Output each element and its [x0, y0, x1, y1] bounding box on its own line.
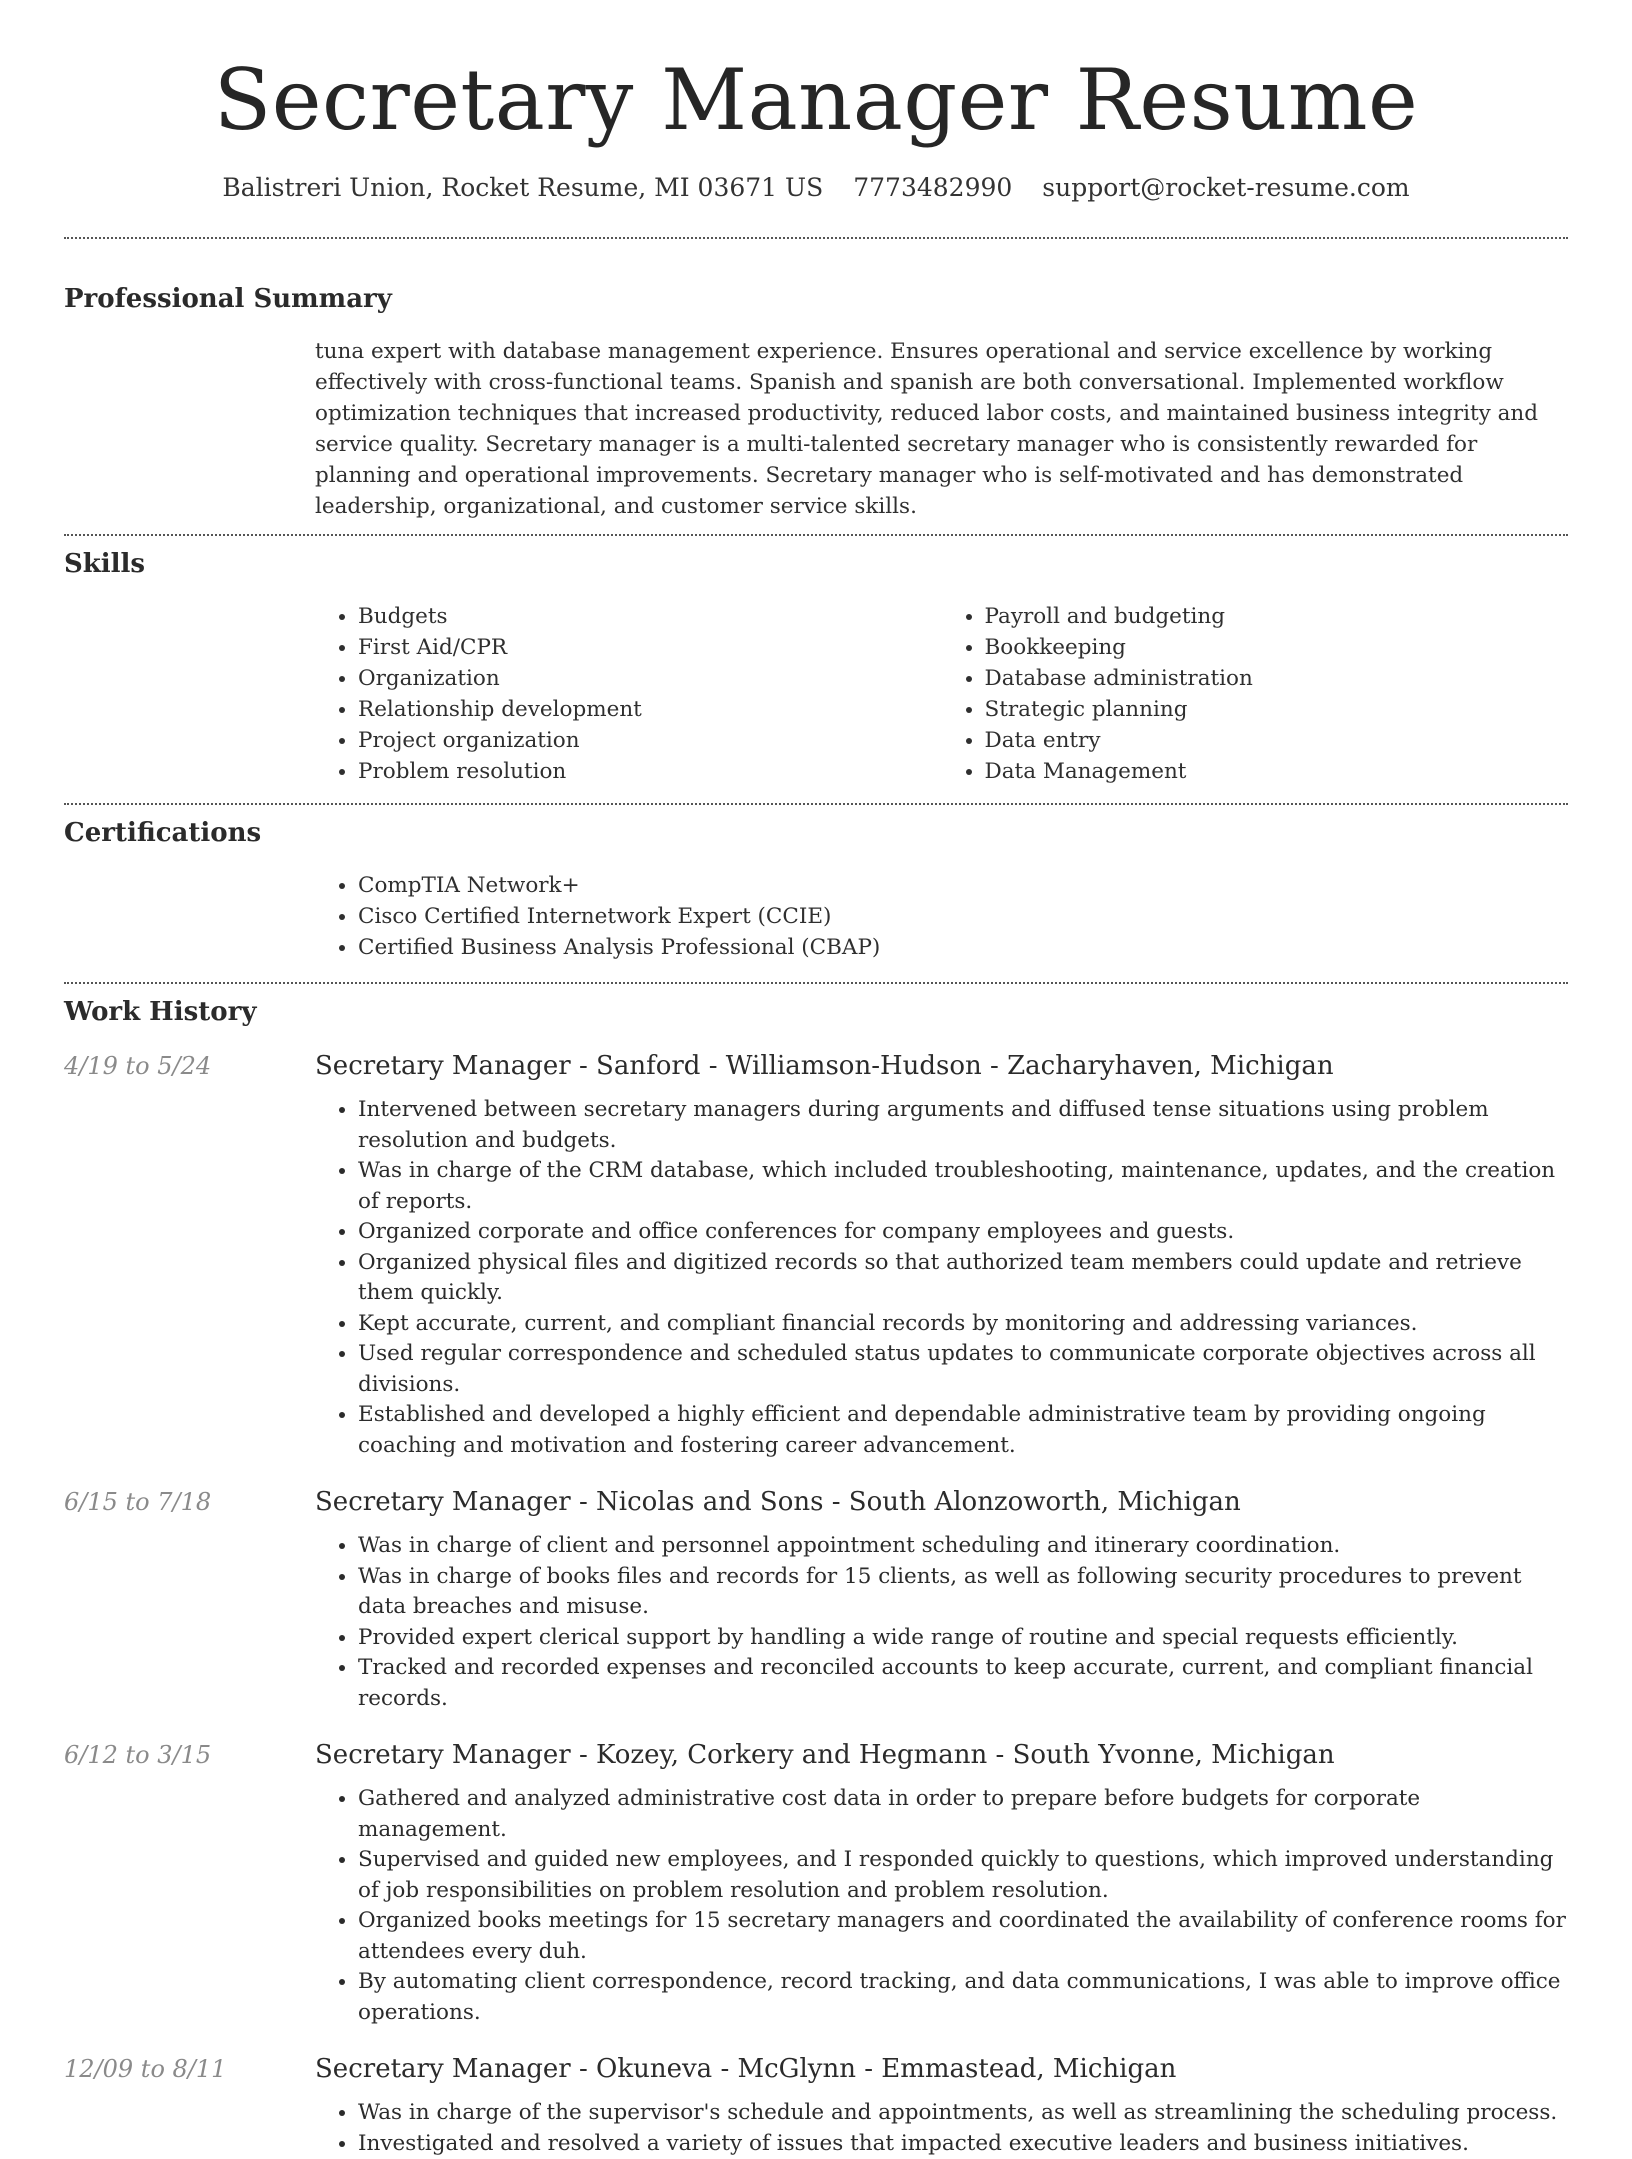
contact-line [64, 172, 1568, 204]
skill-item: • Database administration [985, 663, 1569, 694]
job-bullet: • Supervised and guided new employees, and I responded quickly to questions, which improved understanding of job responsibilities on problem resolution and problem resolution. [358, 1845, 1568, 1906]
summary-text: tuna expert with database management experience. Ensures operational and service excellence by working effectively with cross-functional teams. Spanish and spanish are both conversational. Implemented workflow optimization techniques that increased productivity, reduced labor costs, and maintained business integrity and service quality. Secretary manager is a multi-talented secretary manager who is consistently rewarded for planning and operational improvements. Secretary manager who is self-motivated and has demonstrated leadership, organizational, and customer service skills. [315, 336, 1568, 522]
skill-item: • Payroll and budgeting [985, 601, 1569, 632]
job-bullet: • By automating client correspondence, record tracking, and data communications, I was able to improve office operations. [358, 1967, 1568, 2028]
skill-item: • Problem resolution [358, 756, 942, 787]
job-bullet: • Organized physical files and digitized records so that authorized team members could update and retrieve them quickly. [358, 1248, 1568, 1309]
job-bullet: • Organized corporate and office conferences for company employees and guests. [358, 1217, 1568, 1248]
job-bullets [315, 1784, 1568, 2028]
divider [64, 982, 1568, 984]
contact-address: Balistreri Union, Rocket Resume, MI 03671 US [222, 173, 823, 202]
job-bullet: • Investigated and resolved a variety of issues that impacted executive leaders and business initiatives. [358, 2129, 1568, 2159]
certifications-body [315, 870, 1568, 963]
job-entry [64, 2052, 1568, 2159]
skill-item: • First Aid/CPR [358, 632, 942, 663]
job-dates: 12/09 to 8/11 [64, 2052, 315, 2159]
job-details [315, 2052, 1568, 2159]
job-bullet: • Used regular correspondence and scheduled status updates to communicate corporate objectives across all divisions. [358, 1339, 1568, 1400]
job-dates: 4/19 to 5/24 [64, 1049, 315, 1461]
skill-item: • Relationship development [358, 694, 942, 725]
job-dates: 6/15 to 7/18 [64, 1485, 315, 1714]
job-details [315, 1738, 1568, 2028]
job-bullet: • Was in charge of client and personnel appointment scheduling and itinerary coordination. [358, 1531, 1568, 1562]
job-entry [64, 1485, 1568, 1714]
skills-list-left [315, 601, 942, 787]
contact-phone: 7773482990 [853, 173, 1012, 202]
job-bullet: • Was in charge of the CRM database, which included troubleshooting, maintenance, updates, and the creation of reports. [358, 1156, 1568, 1217]
job-bullet: • Provided expert clerical support by handling a wide range of routine and special requests efficiently. [358, 1623, 1568, 1654]
skill-item: • Data Management [985, 756, 1569, 787]
job-details [315, 1485, 1568, 1714]
job-list [64, 1049, 1568, 2159]
skill-item: • Data entry [985, 725, 1569, 756]
job-bullet: • Organized books meetings for 15 secretary managers and coordinated the availability of conference rooms for attendees every duh. [358, 1906, 1568, 1967]
divider [64, 803, 1568, 805]
certification-item: • Certified Business Analysis Professional (CBAP) [358, 932, 1568, 963]
job-bullets [315, 1531, 1568, 1714]
job-bullets [315, 2098, 1568, 2159]
job-entry [64, 1738, 1568, 2028]
skill-item: • Bookkeeping [985, 632, 1569, 663]
job-bullet: • Kept accurate, current, and compliant financial records by monitoring and addressing variances. [358, 1309, 1568, 1340]
job-bullet: • Gathered and analyzed administrative cost data in order to prepare before budgets for corporate management. [358, 1784, 1568, 1845]
job-bullet: • Intervened between secretary managers during arguments and diffused tense situations using problem resolution and budgets. [358, 1095, 1568, 1156]
skill-item: • Budgets [358, 601, 942, 632]
skills-list-right [942, 601, 1569, 787]
certification-item: • CompTIA Network+ [358, 870, 1568, 901]
job-bullets [315, 1095, 1568, 1461]
divider [64, 237, 1568, 239]
certifications-section [64, 816, 1568, 963]
job-title: Secretary Manager - Nicolas and Sons - South Alonzoworth, Michigan [315, 1485, 1568, 1519]
contact-email: support@rocket-resume.com [1042, 173, 1409, 202]
job-bullet: • Was in charge of books files and records for 15 clients, as well as following security procedures to prevent data breaches and misuse. [358, 1562, 1568, 1623]
page-title: Secretary Manager Resume [64, 0, 1568, 150]
work-history-heading: Work History [64, 995, 1568, 1029]
divider [64, 534, 1568, 536]
job-title: Secretary Manager - Sanford - Williamson-Hudson - Zacharyhaven, Michigan [315, 1049, 1568, 1083]
certification-item: • Cisco Certified Internetwork Expert (CCIE) [358, 901, 1568, 932]
skill-item: • Project organization [358, 725, 942, 756]
skills-columns [315, 601, 1568, 787]
skills-section [64, 547, 1568, 787]
certifications-list [315, 870, 1568, 963]
job-entry [64, 1049, 1568, 1461]
work-history-section [64, 995, 1568, 2159]
summary-section [64, 282, 1568, 522]
skills-heading: Skills [64, 547, 1568, 581]
summary-heading: Professional Summary [64, 282, 1568, 316]
job-dates: 6/12 to 3/15 [64, 1738, 315, 2028]
certifications-heading: Certifications [64, 816, 1568, 850]
job-bullet: • Established and developed a highly efficient and dependable administrative team by providing ongoing coaching and motivation and fostering career advancement. [358, 1400, 1568, 1461]
job-title: Secretary Manager - Okuneva - McGlynn - Emmastead, Michigan [315, 2052, 1568, 2086]
skill-item: • Strategic planning [985, 694, 1569, 725]
resume-page [64, 0, 1568, 2159]
skill-item: • Organization [358, 663, 942, 694]
job-title: Secretary Manager - Kozey, Corkery and Hegmann - South Yvonne, Michigan [315, 1738, 1568, 1772]
job-bullet: • Was in charge of the supervisor's schedule and appointments, as well as streamlining the scheduling process. [358, 2098, 1568, 2129]
job-bullet: • Tracked and recorded expenses and reconciled accounts to keep accurate, current, and compliant financial records. [358, 1653, 1568, 1714]
job-details [315, 1049, 1568, 1461]
